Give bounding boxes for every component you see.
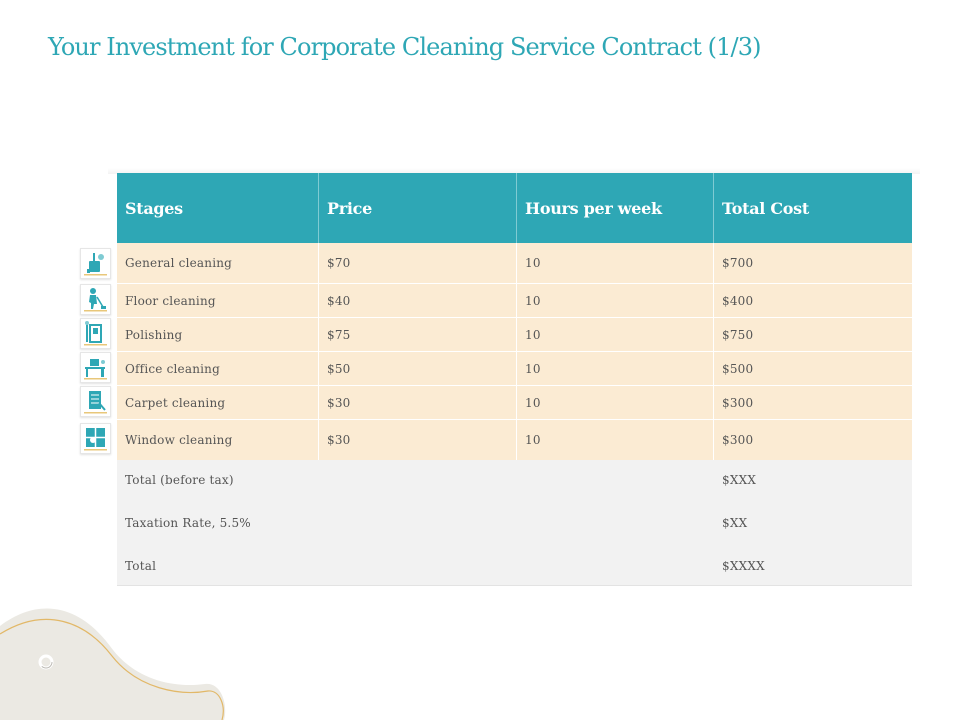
total-cell: $700 bbox=[722, 256, 754, 270]
corner-wave-decoration bbox=[0, 596, 240, 720]
summary-label: Total (before tax) bbox=[125, 473, 234, 487]
table-row bbox=[117, 243, 912, 284]
stage-cell: Polishing bbox=[117, 318, 319, 351]
summary-value: $XXXX bbox=[722, 558, 765, 573]
header-stages: Stages bbox=[117, 173, 319, 243]
table-row bbox=[117, 318, 912, 352]
cleaning-bucket-icon bbox=[80, 248, 111, 279]
total-cell: $400 bbox=[722, 293, 754, 308]
page-title: Your Investment for Corporate Cleaning Service Contract (1/3) bbox=[48, 33, 761, 61]
hours-cell: 10 bbox=[517, 386, 714, 419]
carpet-cleaning-icon bbox=[80, 386, 111, 417]
summary-label: Taxation Rate, 5.5% bbox=[125, 516, 251, 530]
total-cell: $750 bbox=[722, 327, 754, 342]
table-row bbox=[117, 420, 912, 460]
stage-cell: Window cleaning bbox=[117, 420, 319, 460]
investment-table bbox=[117, 173, 912, 586]
polishing-icon bbox=[80, 318, 111, 349]
hours-cell: 10 bbox=[517, 352, 714, 385]
header-total-cost: Total Cost bbox=[722, 198, 809, 218]
table-row bbox=[117, 352, 912, 386]
hours-cell: 10 bbox=[517, 420, 714, 460]
price-cell: $30 bbox=[319, 386, 517, 419]
table-row bbox=[117, 386, 912, 420]
office-desk-icon bbox=[80, 352, 111, 383]
window-cleaning-icon bbox=[80, 423, 111, 454]
table-row bbox=[117, 284, 912, 318]
total-cell: $300 bbox=[722, 433, 754, 447]
header-price: Price bbox=[319, 173, 517, 243]
summary-value: $XXX bbox=[722, 473, 757, 487]
stage-cell: Carpet cleaning bbox=[117, 386, 319, 419]
summary-row-tax bbox=[117, 500, 912, 546]
price-cell: $75 bbox=[319, 318, 517, 351]
summary-label: Total bbox=[125, 558, 157, 573]
price-cell: $30 bbox=[319, 420, 517, 460]
summary-row-subtotal bbox=[117, 460, 912, 500]
hours-cell: 10 bbox=[517, 318, 714, 351]
mopping-person-icon bbox=[80, 284, 111, 315]
total-cell: $500 bbox=[722, 361, 754, 376]
hours-cell: 10 bbox=[517, 284, 714, 317]
price-cell: $40 bbox=[319, 284, 517, 317]
price-cell: $70 bbox=[319, 243, 517, 283]
stage-cell: Office cleaning bbox=[117, 352, 319, 385]
total-cell: $300 bbox=[722, 395, 754, 410]
header-hours: Hours per week bbox=[517, 173, 714, 243]
summary-row-total bbox=[117, 546, 912, 586]
hours-cell: 10 bbox=[517, 243, 714, 283]
price-cell: $50 bbox=[319, 352, 517, 385]
stage-cell: General cleaning bbox=[117, 243, 319, 283]
stage-cell: Floor cleaning bbox=[117, 284, 319, 317]
table-header bbox=[117, 173, 912, 243]
summary-value: $XX bbox=[722, 516, 748, 530]
